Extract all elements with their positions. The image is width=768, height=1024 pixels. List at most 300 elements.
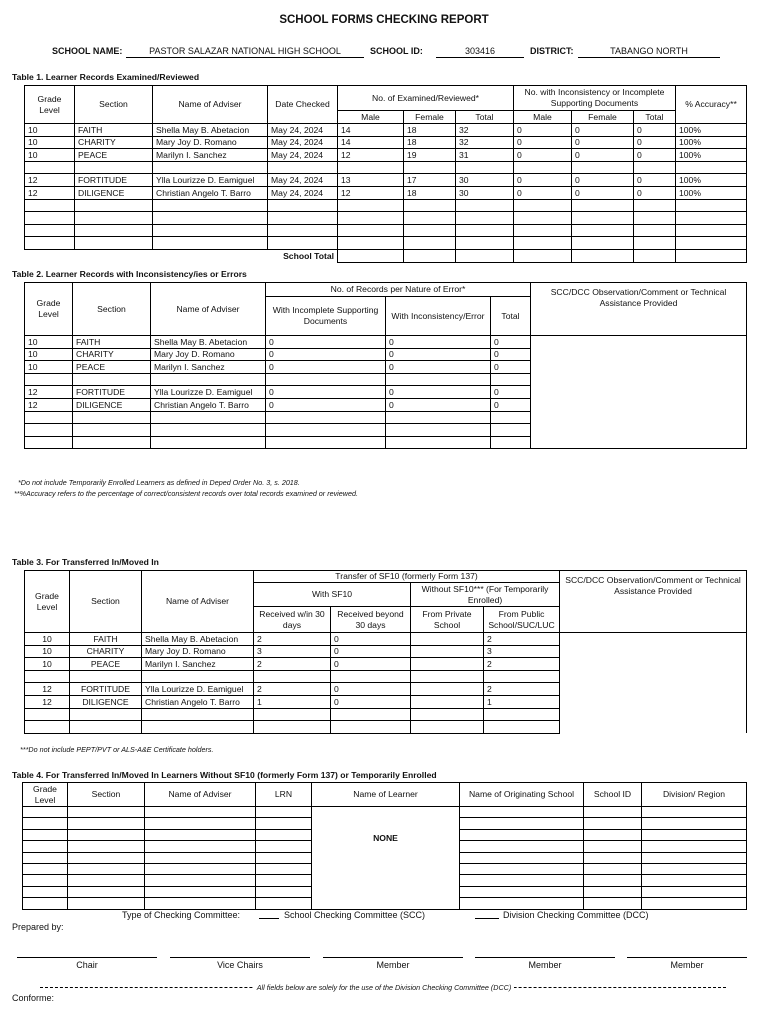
t2-cell-total: 0: [491, 361, 531, 374]
t4-cell: [256, 886, 312, 897]
t3-cell-private: [411, 683, 484, 696]
t1-cell-inc-male: [514, 199, 572, 212]
signature-line-vice-chairs: [170, 957, 310, 959]
t1-cell-total: [456, 212, 514, 225]
t1-header-accuracy: % Accuracy**: [676, 86, 747, 124]
t2-cell-incomplete: [266, 436, 386, 449]
t3-cell-grade: [25, 721, 70, 734]
t2-cell-inconsistency: 0: [386, 348, 491, 361]
table2-caption: Table 2. Learner Records with Inconsistency/ies or Errors: [12, 269, 247, 279]
t3-cell-beyond30: 0: [331, 695, 411, 708]
signatory-member: Member: [670, 960, 704, 970]
t2-cell-incomplete: [266, 411, 386, 424]
table1: [24, 85, 747, 263]
t1-cell-accuracy: [676, 199, 747, 212]
t3-header-within30: Received w/in 30 days: [254, 607, 331, 633]
t4-cell: [68, 852, 145, 863]
t2-cell-adviser: [151, 373, 266, 386]
t1-cell-inc-female: 0: [572, 149, 634, 162]
t2-cell-inconsistency: [386, 424, 491, 437]
t4-cell: [256, 841, 312, 852]
t3-cell-within30: 2: [254, 658, 331, 671]
t1-cell-female: 17: [404, 174, 456, 187]
t1-cell-inc-total: [634, 161, 676, 174]
t2-header-incomplete: With Incomplete Supporting Documents: [266, 297, 386, 336]
t1-cell-adviser: [153, 199, 268, 212]
t3-cell-adviser: Mary Joy D. Romano: [142, 645, 254, 658]
t4-cell: [68, 829, 145, 840]
t1-cell-inc-female: 0: [572, 124, 634, 137]
school-id-value: 303416: [436, 46, 524, 58]
t1-cell-total: 31: [456, 149, 514, 162]
t2-cell-adviser: Ylla Lourizze D. Eamiguel: [151, 386, 266, 399]
dcc-option: Division Checking Committee (DCC): [503, 910, 649, 920]
page-title: SCHOOL FORMS CHECKING REPORT: [279, 14, 489, 26]
t3-header-with-sf10: With SF10: [254, 583, 411, 607]
t1-cell-grade: [25, 237, 75, 250]
t1-cell-date: [268, 161, 338, 174]
t1-cell-adviser: [153, 224, 268, 237]
t4-cell: [642, 807, 747, 818]
t4-cell: [642, 898, 747, 909]
t3-cell-within30: [254, 708, 331, 721]
table4: [22, 782, 747, 910]
t2-header-total: Total: [491, 297, 531, 336]
t1-cell-inc-male: 0: [514, 174, 572, 187]
t3-cell-beyond30: [331, 721, 411, 734]
t1-cell-date: [268, 199, 338, 212]
t3-cell-public: 2: [484, 633, 560, 646]
footnote-3: ***Do not include PEPT/PVT or ALS-A&E Certificate holders.: [20, 745, 214, 754]
t2-header-grade: Grade Level: [25, 283, 73, 336]
t4-cell: [460, 898, 584, 909]
t2-cell-section: [73, 411, 151, 424]
t3-header-section: Section: [70, 571, 142, 633]
t1-cell-date: [268, 212, 338, 225]
t4-cell: [584, 829, 642, 840]
t1-cell-inc-total: 0: [634, 186, 676, 199]
scc-checkbox-line[interactable]: [259, 918, 279, 919]
t4-cell: [68, 818, 145, 829]
t1-row: [25, 124, 747, 137]
t1-cell-inc-female: [572, 237, 634, 250]
t4-cell: [23, 898, 68, 909]
t4-header-school-id: School ID: [584, 783, 642, 807]
t1-cell-female: 18: [404, 136, 456, 149]
t1-cell-total: [456, 237, 514, 250]
t1-cell-inc-male: 0: [514, 124, 572, 137]
t1-cell-section: [75, 237, 153, 250]
t1-cell-date: May 24, 2024: [268, 174, 338, 187]
t2-cell-grade: [25, 373, 73, 386]
t1-cell-female: [404, 224, 456, 237]
t3-cell-beyond30: [331, 708, 411, 721]
t2-cell-grade: [25, 411, 73, 424]
t2-cell-inconsistency: 0: [386, 386, 491, 399]
t1-cell-accuracy: [676, 224, 747, 237]
t1-cell-accuracy: 100%: [676, 149, 747, 162]
dcc-checkbox-line[interactable]: [475, 918, 499, 919]
signature-line-member: [323, 957, 463, 959]
t1-cell-female: [404, 212, 456, 225]
t1-cell-male: [338, 237, 404, 250]
signatory-member: Member: [528, 960, 562, 970]
t4-header-adviser: Name of Adviser: [145, 783, 256, 807]
t1-cell-date: May 24, 2024: [268, 136, 338, 149]
t3-cell-private: [411, 708, 484, 721]
t3-header-beyond30: Received beyond 30 days: [331, 607, 411, 633]
t4-cell: [145, 875, 256, 886]
t4-cell: [68, 863, 145, 874]
t3-cell-adviser: Ylla Lourizze D. Eamiguel: [142, 683, 254, 696]
t2-cell-grade: [25, 424, 73, 437]
signatory-vice-chairs: Vice Chairs: [217, 960, 263, 970]
school-name-label: SCHOOL NAME:: [52, 46, 123, 56]
t2-cell-total: [491, 424, 531, 437]
t4-cell: [584, 818, 642, 829]
t1-cell-male: [338, 224, 404, 237]
t4-cell: [642, 829, 747, 840]
t2-header-adviser: Name of Adviser: [151, 283, 266, 336]
t4-cell: [145, 829, 256, 840]
t4-header-origin: Name of Originating School: [460, 783, 584, 807]
t3-observation-cell[interactable]: [560, 633, 747, 734]
t3-cell-beyond30: 0: [331, 658, 411, 671]
t3-cell-adviser: Shella May B. Abetacion: [142, 633, 254, 646]
t1-cell-grade: [25, 199, 75, 212]
t1-cell-accuracy: [676, 212, 747, 225]
t2-cell-adviser: [151, 424, 266, 437]
t1-cell-female: [404, 161, 456, 174]
t1-row: [25, 136, 747, 149]
t2-cell-section: [73, 436, 151, 449]
t1-cell-inc-total: 0: [634, 174, 676, 187]
footnote-1: *Do not include Temporarily Enrolled Learners as defined in Deped Order No. 3, s. 2018.: [18, 478, 300, 487]
t1-cell-adviser: Ylla Lourizze D. Eamiguel: [153, 174, 268, 187]
t4-cell: [256, 875, 312, 886]
t2-cell-total: [491, 373, 531, 386]
t1-cell-total: [456, 224, 514, 237]
t2-cell-section: CHARITY: [73, 348, 151, 361]
t2-header-observation: SCC/DCC Observation/Comment or Technical Assistance Provided: [531, 283, 747, 336]
t3-cell-public: [484, 708, 560, 721]
t2-cell-inconsistency: [386, 373, 491, 386]
t4-header-division: Division/ Region: [642, 783, 747, 807]
t1-header-male: Male: [514, 111, 572, 124]
t1-cell-inc-male: [514, 237, 572, 250]
t2-cell-total: [491, 411, 531, 424]
t4-cell: [642, 863, 747, 874]
t3-cell-beyond30: 0: [331, 645, 411, 658]
district-value: TABANGO NORTH: [578, 46, 720, 58]
t3-row: [25, 633, 747, 646]
t1-cell-grade: 12: [25, 174, 75, 187]
t1-cell-grade: [25, 224, 75, 237]
t1-cell-accuracy: 100%: [676, 174, 747, 187]
t2-cell-incomplete: 0: [266, 398, 386, 411]
t3-cell-public: 2: [484, 658, 560, 671]
t1-header-adviser: Name of Adviser: [153, 86, 268, 124]
t4-cell: [145, 863, 256, 874]
t4-header-lrn: LRN: [256, 783, 312, 807]
t1-cell-accuracy: [676, 237, 747, 250]
t2-cell-total: 0: [491, 398, 531, 411]
dcc-note: All fields below are solely for the use of the Division Checking Committee (DCC): [254, 983, 514, 992]
t4-cell: [460, 807, 584, 818]
conforme-label: Conforme:: [12, 993, 55, 1003]
t4-none-label: NONE: [373, 833, 398, 843]
t2-cell-inconsistency: [386, 436, 491, 449]
t2-row: [25, 336, 747, 349]
t3-cell-section: FORTITUDE: [70, 683, 142, 696]
t3-header-adviser: Name of Adviser: [142, 571, 254, 633]
t4-none-cell: [312, 807, 460, 910]
t1-cell-inc-male: 0: [514, 149, 572, 162]
t1-row: [25, 212, 747, 225]
t1-header-grade: Grade Level: [25, 86, 75, 124]
t4-cell: [256, 863, 312, 874]
t1-cell-inc-female: [572, 224, 634, 237]
t3-cell-section: [70, 721, 142, 734]
t2-header-inconsistency: With Inconsistency/Error: [386, 297, 491, 336]
t1-row: [25, 237, 747, 250]
t4-cell: [460, 841, 584, 852]
t2-cell-incomplete: 0: [266, 336, 386, 349]
t1-cell-date: May 24, 2024: [268, 186, 338, 199]
t2-cell-section: FAITH: [73, 336, 151, 349]
t1-cell-section: CHARITY: [75, 136, 153, 149]
t4-cell: [145, 807, 256, 818]
t4-cell: [256, 829, 312, 840]
t2-cell-grade: 12: [25, 386, 73, 399]
t4-cell: [584, 886, 642, 897]
t4-row: [23, 807, 747, 818]
prepared-by-label: Prepared by:: [12, 922, 64, 932]
t4-header-learner: Name of Learner: [312, 783, 460, 807]
t1-cell-grade: 10: [25, 136, 75, 149]
t1-cell-male: [338, 161, 404, 174]
t4-cell: [23, 886, 68, 897]
t1-cell-section: [75, 212, 153, 225]
t1-row: [25, 224, 747, 237]
t3-cell-private: [411, 645, 484, 658]
t4-cell: [145, 852, 256, 863]
t3-cell-adviser: [142, 708, 254, 721]
t1-cell-section: FAITH: [75, 124, 153, 137]
t4-cell: [460, 863, 584, 874]
t1-cell-grade: [25, 212, 75, 225]
t4-cell: [584, 852, 642, 863]
t3-header-grade: Grade Level: [25, 571, 70, 633]
t3-cell-adviser: [142, 721, 254, 734]
t2-cell-grade: 10: [25, 361, 73, 374]
t1-header-female: Female: [572, 111, 634, 124]
t2-observation-cell[interactable]: [531, 336, 747, 449]
t1-cell-inc-total: 0: [634, 149, 676, 162]
t2-cell-adviser: [151, 411, 266, 424]
t2-cell-grade: 10: [25, 336, 73, 349]
t4-cell: [23, 841, 68, 852]
t4-cell: [23, 852, 68, 863]
t4-cell: [256, 807, 312, 818]
t1-cell-adviser: [153, 212, 268, 225]
t4-cell: [584, 863, 642, 874]
t1-cell-grade: [25, 161, 75, 174]
t3-header-public: From Public School/SUC/LUC: [484, 607, 560, 633]
t4-cell: [68, 841, 145, 852]
t2-cell-total: 0: [491, 386, 531, 399]
t3-cell-grade: 12: [25, 683, 70, 696]
t3-cell-within30: [254, 721, 331, 734]
t2-header-section: Section: [73, 283, 151, 336]
t1-cell-adviser: [153, 161, 268, 174]
signature-line-member: [475, 957, 615, 959]
t1-cell-section: FORTITUDE: [75, 174, 153, 187]
scc-option: School Checking Committee (SCC): [284, 910, 426, 920]
t1-row: [25, 174, 747, 187]
t2-cell-section: DILIGENCE: [73, 398, 151, 411]
t1-cell-inc-female: 0: [572, 186, 634, 199]
t4-cell: [256, 852, 312, 863]
t1-cell-male: 13: [338, 174, 404, 187]
t1-cell-accuracy: [676, 161, 747, 174]
t1-cell-date: May 24, 2024: [268, 124, 338, 137]
t4-cell: [145, 898, 256, 909]
t3-cell-grade: [25, 708, 70, 721]
t1-header-male: Male: [338, 111, 404, 124]
t1-cell-total: 30: [456, 186, 514, 199]
district-label: DISTRICT:: [530, 46, 574, 56]
t1-header-inconsistency: No. with Inconsistency or Incomplete Supporting Documents: [514, 86, 676, 111]
t4-cell: [23, 818, 68, 829]
t3-cell-within30: [254, 670, 331, 683]
t3-cell-grade: [25, 670, 70, 683]
t2-cell-adviser: Christian Angelo T. Barro: [151, 398, 266, 411]
t4-cell: [584, 807, 642, 818]
t3-cell-beyond30: 0: [331, 683, 411, 696]
t3-cell-section: FAITH: [70, 633, 142, 646]
t4-header-section: Section: [68, 783, 145, 807]
t1-cell-male: [338, 199, 404, 212]
t3-cell-within30: 2: [254, 633, 331, 646]
t1-header-examined: No. of Examined/Reviewed*: [338, 86, 514, 111]
t3-cell-grade: 10: [25, 658, 70, 671]
t1-cell-inc-male: [514, 224, 572, 237]
t1-cell-grade: 12: [25, 186, 75, 199]
t2-cell-adviser: [151, 436, 266, 449]
t1-row: [25, 186, 747, 199]
t1-cell-adviser: Shella May B. Abetacion: [153, 124, 268, 137]
t1-row: [25, 199, 747, 212]
t2-cell-inconsistency: 0: [386, 361, 491, 374]
footnote-2: **%Accuracy refers to the percentage of correct/consistent records over total records examined or reviewed.: [14, 489, 358, 498]
t1-cell-adviser: Christian Angelo T. Barro: [153, 186, 268, 199]
school-name-value: PASTOR SALAZAR NATIONAL HIGH SCHOOL: [126, 46, 364, 58]
t1-cell-inc-female: [572, 161, 634, 174]
t3-cell-private: [411, 633, 484, 646]
t3-cell-public: [484, 721, 560, 734]
t3-cell-public: [484, 670, 560, 683]
t1-cell-total: 32: [456, 124, 514, 137]
t1-row: [25, 149, 747, 162]
t1-cell-section: [75, 199, 153, 212]
t1-cell-grade: 10: [25, 124, 75, 137]
t4-cell: [256, 818, 312, 829]
t3-cell-private: [411, 670, 484, 683]
t2-cell-grade: 12: [25, 398, 73, 411]
t2-cell-adviser: Shella May B. Abetacion: [151, 336, 266, 349]
t4-cell: [460, 875, 584, 886]
t4-cell: [68, 875, 145, 886]
table4-caption: Table 4. For Transferred In/Moved In Learners Without SF10 (formerly Form 137) or Temporarily Enrolled: [12, 770, 437, 780]
t1-cell-inc-total: 0: [634, 136, 676, 149]
t4-cell: [145, 841, 256, 852]
t1-cell-total: 30: [456, 174, 514, 187]
t4-cell: [23, 829, 68, 840]
t2-cell-incomplete: 0: [266, 348, 386, 361]
dcc-note-wrap: [0, 982, 768, 992]
t3-cell-within30: 1: [254, 695, 331, 708]
t3-header-transfer: Transfer of SF10 (formerly Form 137): [254, 571, 560, 583]
t4-cell: [642, 875, 747, 886]
t2-cell-incomplete: 0: [266, 386, 386, 399]
t3-cell-private: [411, 721, 484, 734]
t1-cell-total: 32: [456, 136, 514, 149]
t4-cell: [584, 875, 642, 886]
t2-cell-total: 0: [491, 348, 531, 361]
signatory-chair: Chair: [76, 960, 98, 970]
t4-cell: [460, 818, 584, 829]
t1-cell-male: 14: [338, 124, 404, 137]
t3-cell-beyond30: 0: [331, 633, 411, 646]
t3-cell-section: CHARITY: [70, 645, 142, 658]
t4-cell: [68, 807, 145, 818]
t1-school-total-label: School Total: [283, 251, 334, 262]
t1-cell-total: [456, 161, 514, 174]
t1-cell-date: [268, 237, 338, 250]
t4-cell: [256, 898, 312, 909]
t1-cell-adviser: Marilyn I. Sanchez: [153, 149, 268, 162]
t3-cell-public: 1: [484, 695, 560, 708]
t1-cell-grade: 10: [25, 149, 75, 162]
t1-cell-adviser: Mary Joy D. Romano: [153, 136, 268, 149]
t1-cell-inc-male: 0: [514, 186, 572, 199]
t3-header-private: From Private School: [411, 607, 484, 633]
signatory-member: Member: [376, 960, 410, 970]
t4-cell: [460, 852, 584, 863]
t4-cell: [23, 807, 68, 818]
t3-cell-public: 2: [484, 683, 560, 696]
table3-caption: Table 3. For Transferred In/Moved In: [12, 557, 159, 567]
table2: [24, 282, 747, 449]
t2-cell-incomplete: [266, 373, 386, 386]
t1-cell-total: [456, 199, 514, 212]
t1-cell-female: 19: [404, 149, 456, 162]
t3-cell-section: DILIGENCE: [70, 695, 142, 708]
t3-cell-section: PEACE: [70, 658, 142, 671]
t1-cell-inc-male: [514, 212, 572, 225]
t1-row: [25, 161, 747, 174]
t4-cell: [145, 886, 256, 897]
t4-cell: [23, 875, 68, 886]
t1-cell-inc-female: 0: [572, 136, 634, 149]
t3-cell-within30: 3: [254, 645, 331, 658]
t1-cell-inc-total: [634, 199, 676, 212]
committee-label: Type of Checking Committee:: [122, 910, 241, 920]
t2-cell-section: [73, 373, 151, 386]
t1-cell-female: [404, 237, 456, 250]
t3-cell-section: [70, 708, 142, 721]
